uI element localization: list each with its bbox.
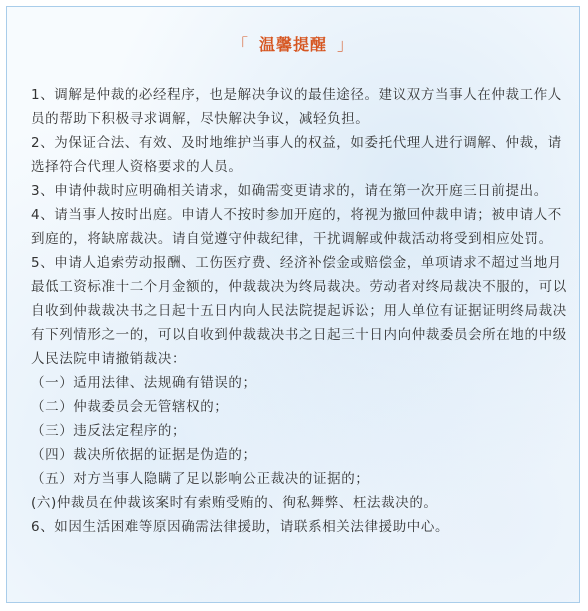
paragraph-item-1: 1、调解是仲裁的必经程序，也是解决争议的最佳途径。建议双方当事人在仲裁工作人员的帮助下积极寻求调解，尽快解决争议，减轻负担。 — [31, 87, 562, 127]
sub-item-3: （三）违反法定程序的； — [31, 423, 187, 439]
paragraph-item-5: 5、申请人追索劳动报酬、工伤医疗费、经济补偿金或赔偿金，单项请求不超过当地月最低工资标准十二个月金额的，仲裁裁决为终局裁决。劳动者对终局裁决不服的，可以自收到仲裁裁决书之日起十五日内向人民法院提起诉讼；用人单位有证据证明终局裁决有下列情形之一的，可以自收到仲裁裁决书之日起三十日内向仲裁委员会所在地的中级人民法院申请撤销裁决： — [31, 255, 567, 367]
sub-item-4: （四）裁决所依据的证据是伪造的； — [31, 447, 257, 463]
sub-item-1: （一）适用法律、法规确有错误的； — [31, 375, 257, 391]
notice-title — [7, 35, 579, 55]
paragraph-item-6: 6、如因生活困难等原因确需法律援助，请联系相关法律援助中心。 — [31, 519, 450, 535]
paragraph-item-3: 3、申请仲裁时应明确相关请求，如确需变更请求的，请在第一次开庭三日前提出。 — [31, 183, 548, 199]
sub-item-5: （五）对方当事人隐瞒了足以影响公正裁决的证据的； — [31, 471, 370, 487]
sub-item-6: (六)仲裁员在仲裁该案时有索贿受贿的、徇私舞弊、枉法裁决的。 — [31, 495, 438, 511]
paragraph-item-2: 2、为保证合法、有效、及时地维护当事人的权益，如委托代理人进行调解、仲裁，请选择符合代理人资格要求的人员。 — [31, 135, 562, 175]
title-close-bracket: 」 — [337, 35, 355, 54]
title-text: 温馨提醒 — [258, 35, 327, 54]
sub-item-2: （二）仲裁委员会无管辖权的； — [31, 399, 229, 415]
notice-content — [31, 83, 567, 539]
title-open-bracket: 「 — [231, 35, 249, 54]
paragraph-item-4: 4、请当事人按时出庭。申请人不按时参加开庭的，将视为撤回仲裁申请；被申请人不到庭的，将缺席裁决。请自觉遵守仲裁纪律，干扰调解或仲裁活动将受到相应处罚。 — [31, 207, 562, 247]
notice-card — [6, 6, 580, 603]
